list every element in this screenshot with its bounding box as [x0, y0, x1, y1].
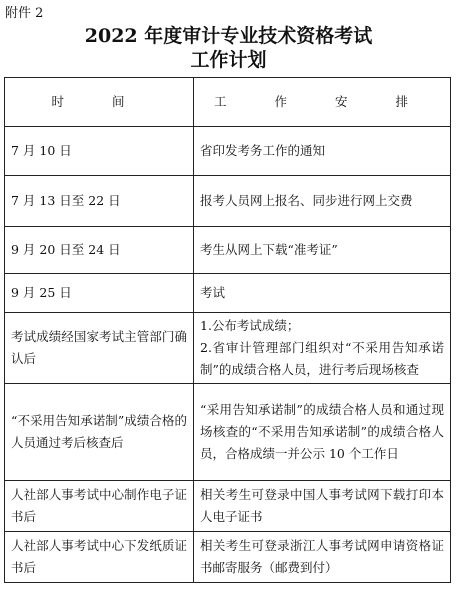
cell-task [194, 481, 451, 532]
cell-time: 7 月 10 日 [5, 127, 194, 176]
cell-time: 9 月 20 日至 24 日 [5, 227, 194, 274]
cell-time: 人社部人事考试中心制作电子证书后 [5, 481, 194, 532]
task-line: 报考人员网上报名、同步进行网上交费 [200, 193, 413, 208]
header-task: 工 作 安 排 [194, 78, 451, 127]
attachment-label: 附件 2 [5, 6, 44, 21]
cell-time: 7 月 13 日至 22 日 [5, 176, 194, 227]
cell-task [194, 313, 451, 384]
schedule-table [4, 77, 451, 583]
cell-time: “不采用告知承诺制”成绩合格的人员通过考后核查后 [5, 384, 194, 481]
task-line: 相关考生可登录浙江人事考试网申请资格证书邮寄服务（邮费到付） [200, 538, 444, 575]
task-line: “采用告知承诺制”的成绩合格人员和通过现场核查的“不采用告知承诺制”的成绩合格人员，合格成绩一并公示 10 个工作日 [200, 402, 444, 461]
table-row [5, 227, 451, 274]
document-title: 2022 年度审计专业技术资格考试 [84, 25, 373, 47]
header-time: 时 间 [5, 78, 194, 127]
task-line: 1.公布考试成绩； [200, 318, 300, 333]
table-row [5, 481, 451, 532]
cell-time: 9 月 25 日 [5, 274, 194, 313]
document-subtitle: 工作计划 [190, 49, 267, 71]
cell-task [194, 176, 451, 227]
cell-task [194, 384, 451, 481]
table-row [5, 274, 451, 313]
task-line: 相关考生可登录中国人事考试网下载打印本人电子证书 [200, 487, 444, 524]
table-row [5, 176, 451, 227]
cell-task [194, 532, 451, 583]
task-line: 考生从网上下载“准考证” [200, 242, 338, 257]
table-row [5, 384, 451, 481]
task-line: 省印发考务工作的通知 [200, 143, 326, 158]
table-row [5, 127, 451, 176]
table-header-row [5, 78, 451, 127]
task-line: 考试 [200, 285, 226, 300]
task-line: 2.省审计管理部门组织对“不采用告知承诺制”的成绩合格人员，进行考后现场核查 [200, 340, 444, 377]
cell-task [194, 127, 451, 176]
cell-time: 人社部人事考试中心下发纸质证书后 [5, 532, 194, 583]
cell-task [194, 274, 451, 313]
table-row [5, 313, 451, 384]
table-row [5, 532, 451, 583]
cell-task [194, 227, 451, 274]
cell-time: 考试成绩经国家考试主管部门确认后 [5, 313, 194, 384]
